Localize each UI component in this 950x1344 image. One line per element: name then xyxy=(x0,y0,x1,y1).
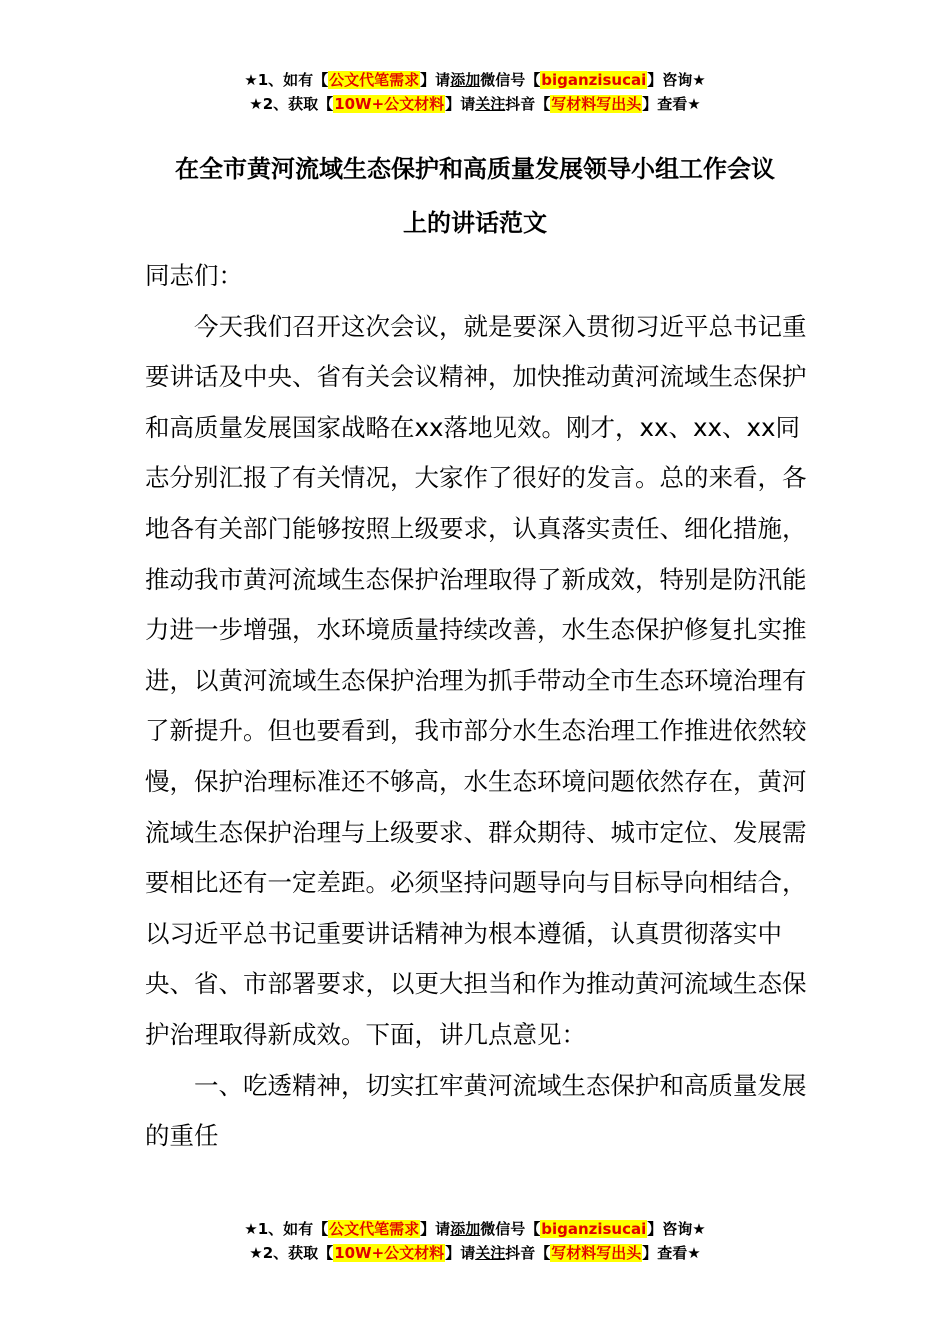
promo-text: 】请 xyxy=(420,71,451,89)
promo-text: 微信号【 xyxy=(480,71,541,89)
promo-banner-top xyxy=(0,68,950,116)
promo-text: 抖音【 xyxy=(505,1244,551,1262)
promo-line-2 xyxy=(0,1241,950,1265)
promo-text: 】请 xyxy=(445,95,476,113)
title-line-1: 在全市黄河流域生态保护和高质量发展领导小组工作会议 xyxy=(175,155,775,183)
promo-text: 】请 xyxy=(420,1220,451,1238)
promo-line-1 xyxy=(0,68,950,92)
promo-line-1 xyxy=(0,1217,950,1241)
promo-text: 】查看★ xyxy=(642,95,701,113)
promo-text: 】查看★ xyxy=(642,1244,701,1262)
promo-text: ★1、如有【 xyxy=(244,71,329,89)
underlined-text: 关注 xyxy=(475,1244,506,1262)
highlight-douyin-id: 写材料写出头 xyxy=(551,95,642,113)
promo-text: ★2、获取【 xyxy=(249,1244,334,1262)
highlight-materials: 10W+公文材料 xyxy=(334,1244,445,1262)
promo-text: 抖音【 xyxy=(505,95,551,113)
document-title xyxy=(145,142,805,250)
promo-banner-bottom xyxy=(0,1217,950,1265)
promo-text: ★1、如有【 xyxy=(244,1220,329,1238)
title-line-2: 上的讲话范文 xyxy=(403,209,547,237)
section-heading: 一、吃透精神，切实扛牢黄河流域生态保护和高质量发展的重任 xyxy=(145,1070,807,1151)
highlight-materials: 10W+公文材料 xyxy=(334,95,445,113)
salutation: 同志们： xyxy=(145,261,243,290)
promo-text: 微信号【 xyxy=(480,1220,541,1238)
promo-text: 】咨询★ xyxy=(647,1220,706,1238)
promo-line-2 xyxy=(0,92,950,116)
promo-text: ★2、获取【 xyxy=(249,95,334,113)
highlight-wechat-id: biganzisucai xyxy=(541,71,647,89)
paragraph: 今天我们召开这次会议，就是要深入贯彻习近平总书记重要讲话及中央、省有关会议精神，加快推动黄河流域生态保护和高质量发展国家战略在xx落地见效。刚才，xx、xx、xx同志分别汇报了有关情况，大家作了很好的发言。总的来看，各地各有关部门能够按照上级要求，认真落实责任、细化措施，推动我市黄河流域生态保护治理取得了新成效，特别是防汛能力进一步增强，水环境质量持续改善，水生态保护修复扎实推进，以黄河流域生态保护治理为抓手带动全市生态环境治理有了新提升。但也要看到，我市部分水生态治理工作推进依然较慢，保护治理标准还不够高，水生态环境问题依然存在，黄河流域生态保护治理与上级要求、群众期待、城市定位、发展需要相比还有一定差距。必须坚持问题导向与目标导向相结合，以习近平总书记重要讲话精神为根本遵循，认真贯彻落实中央、省、市部署要求，以更大担当和作为推动黄河流域生态保护治理取得新成效。下面，讲几点意见： xyxy=(145,311,807,1049)
highlight-service: 公文代笔需求 xyxy=(329,71,420,89)
underlined-text: 关注 xyxy=(475,95,506,113)
highlight-douyin-id: 写材料写出头 xyxy=(551,1244,642,1262)
promo-text: 】请 xyxy=(445,1244,476,1262)
highlight-service: 公文代笔需求 xyxy=(329,1220,420,1238)
underlined-text: 添加 xyxy=(450,71,481,89)
document-body xyxy=(145,251,810,1162)
highlight-wechat-id: biganzisucai xyxy=(541,1220,647,1238)
promo-text: 】咨询★ xyxy=(647,71,706,89)
underlined-text: 添加 xyxy=(450,1220,481,1238)
